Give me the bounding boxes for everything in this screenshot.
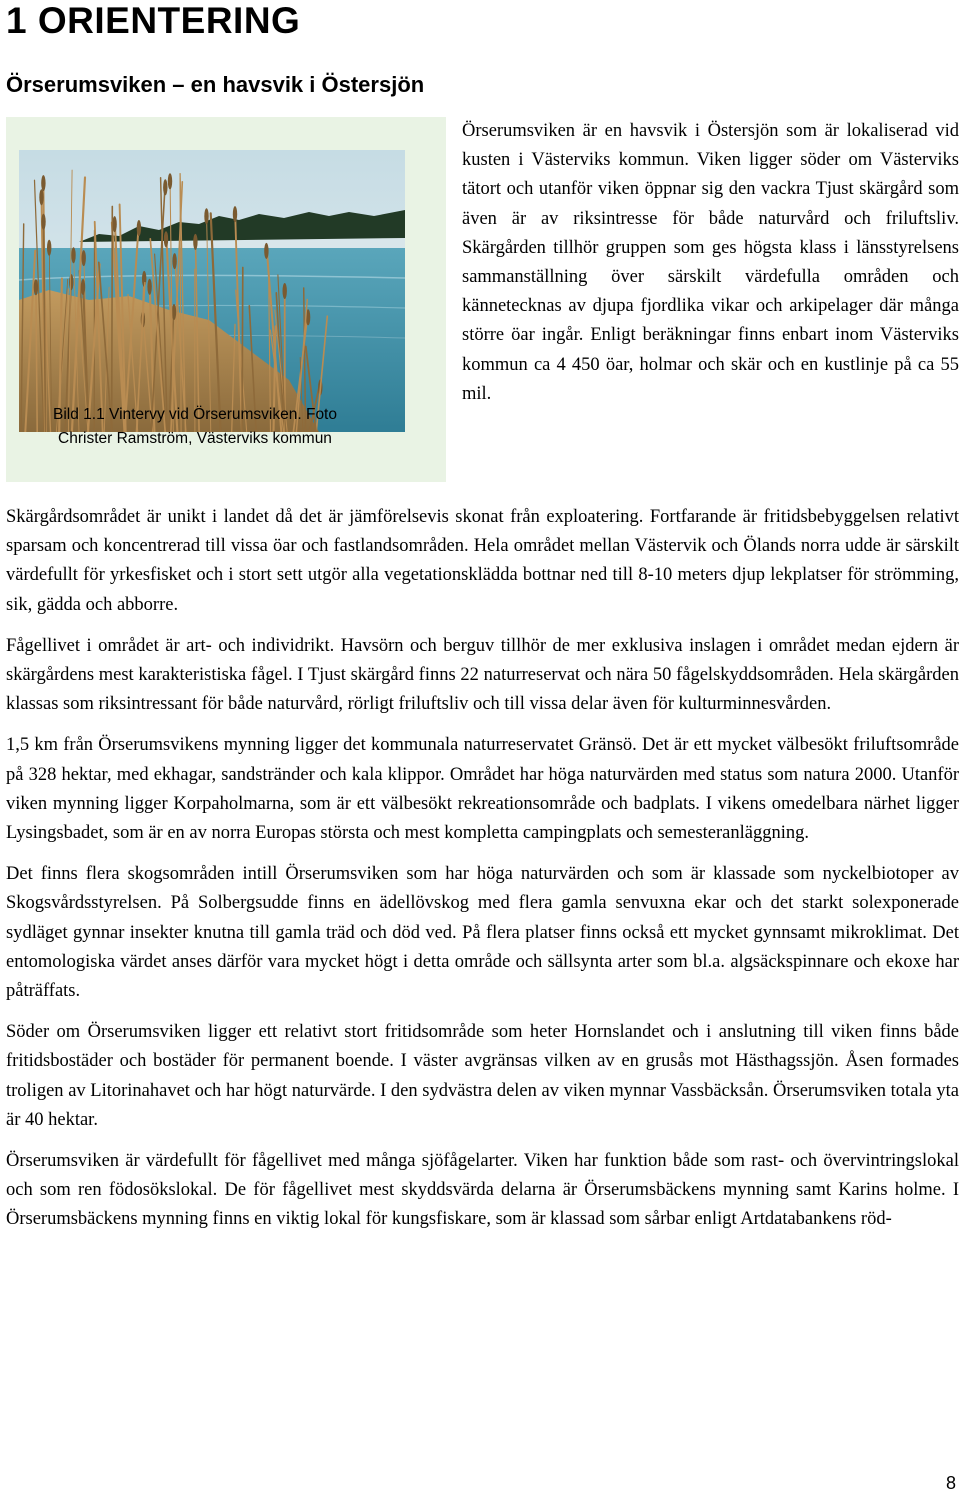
reed-plume [168,173,172,189]
figure-box [6,117,446,482]
section-heading: Örserumsviken – en havsvik i Östersjön [6,72,425,97]
paragraph: Örserumsviken är värdefullt för fågellivet med många sjöfågelarter. Viken har funktion både som rast- och övervintringslokal och som ren födosökslokal. De för fågellivet mest skyddsvärda delarna är Örserumsbäckens mynning samt Karins holme. I Örserumsbäckens mynning finns en viktig lokal för kungsfiskare, som är klassad som sårbar enligt Artdatabankens röd- [6,1151,959,1230]
reed-plume [41,214,45,230]
paragraph: Söder om Örserumsviken ligger ett relativt stort fritidsområde som heter Hornslandet och i anslutning till viken finns både fritidsbostäder och bostäder för permanent boende. I väster avgränsas vilken av en grusås mot Hästhagssjön. Åsen formades troligen av Litorinahavet och har högt naturvärde. I den sydvästra delen av viken mynnar Vassbäcksån. Örserumsviken totala yta är 40 hektar. [6,1022,959,1130]
paragraph: Fågellivet i området är art- och individrikt. Havsörn och berguv tillhör de mer exklusiva inslagen i området medan ejdern är skärgårdens mest karakteristiska fågel. I Tjust skärgård finns 22 naturreservat och nära 50 fågelskyddsområden. Hela skärgården klassas som riksintressant för både naturvård, rörligt friluftsliv och till vissa delar även för kulturminnesvården. [6,635,959,715]
reed-plume [137,220,141,236]
reed-plume [204,208,208,224]
caption-line-2: Christer Ramström, Västerviks kommun [58,430,332,447]
reed-plume [163,179,167,195]
reed-plume [47,240,51,256]
reed-plume [264,243,268,259]
reed-plume [34,279,38,295]
winter-reeds-photo [19,150,405,432]
page-number: 8 [945,1473,956,1493]
reed-plume [82,250,86,266]
paragraph: 1,5 km från Örserumsvikens mynning ligger det kommunala naturreservatet Gränsö. Det är ett mycket välbesökt friluftsområde på 328 hektar, med ekhagar, sandstränder och kala klippor. Området har höga naturvärden med status som natura 2000. Utanför viken mynning ligger Korpaholmarna, som är ett välbesökt rekreationsområde och badplats. I vikens omedelbara närhet ligger Lysingsbadet, som är en av norra Europas största och mest kompletta campingplats och semesteranläggning. [6,735,959,844]
reed-plume [71,247,75,263]
reed-plume [164,231,168,247]
reed-plume [172,253,176,269]
reed-plume [233,206,237,222]
paragraph: Skärgårdsområdet är unikt i landet då det är jämförelsevis skonat från exploatering. Fortfarande är fritidsbebyggelsen relativt sparsam och koncentrerad till vissa öar och fastlandsområden. Hela området mellan Västervik och Ölands norra udde är särskilt värdefullt för yrkesfisket och i stort sett utgör alla vegetationsklädda bottnar ned till 8-10 meters djup lekplatser för strömming, sik, gädda och abborre. [6,507,959,615]
paragraph: Det finns flera skogsområden intill Örserumsviken som har höga naturvärden och som är klassade som nyckelbiotoper av Skogsvårdsstyrelsen. På Solbergsudde finns en ädellövskog med flera gamla senvuxna ekar och det starkt solexponerade sydläget gynnar insekter knutna till gamla träd och död ved. På flera platser finns också ett mycket gynnsamt mikroklimat. Det entomologiska värdet anses därför vara mycket högt i detta område och sällsynta arter som bl.a. algsäckspinnare och ekoxe har påträffats. [6,864,959,1002]
caption-line-1: Bild 1.1 Vintervy vid Örserumsviken. Foto [53,406,337,423]
reed-plume [41,175,45,191]
reed-plume [283,283,287,299]
figure-caption [6,403,384,451]
reed-plume [172,304,176,320]
intro-paragraph: Örserumsviken är en havsvik i Östersjön som är lokaliserad vid kusten i Västerviks kommun. Viken ligger söder om Västerviks tätort och utanför viken öppnar sig den vackra Tjust skärgård som även är av riksintresse för både naturvård och friluftsliv. Skärgården tillhör gruppen som ges högsta klass i länsstyrelsens sammanställning över särskilt värdefulla områden och kännetecknas av djupa fjordlika vikar och arkipelager där många större öar ingår. Enligt beräkningar finns enbart inom Västerviks kommun ca 4 450 öar, holmar och skär och en kustlinje på ca 55 mil. [462,121,959,404]
body-text [6,503,959,1247]
chapter-heading: 1 ORIENTERING [6,0,301,41]
reed-plume [81,279,85,295]
reed-plume [147,279,151,295]
reed-plume [69,274,73,290]
reed-plume [39,189,43,205]
reed-plume [193,234,197,250]
reed-stalk [112,206,113,432]
